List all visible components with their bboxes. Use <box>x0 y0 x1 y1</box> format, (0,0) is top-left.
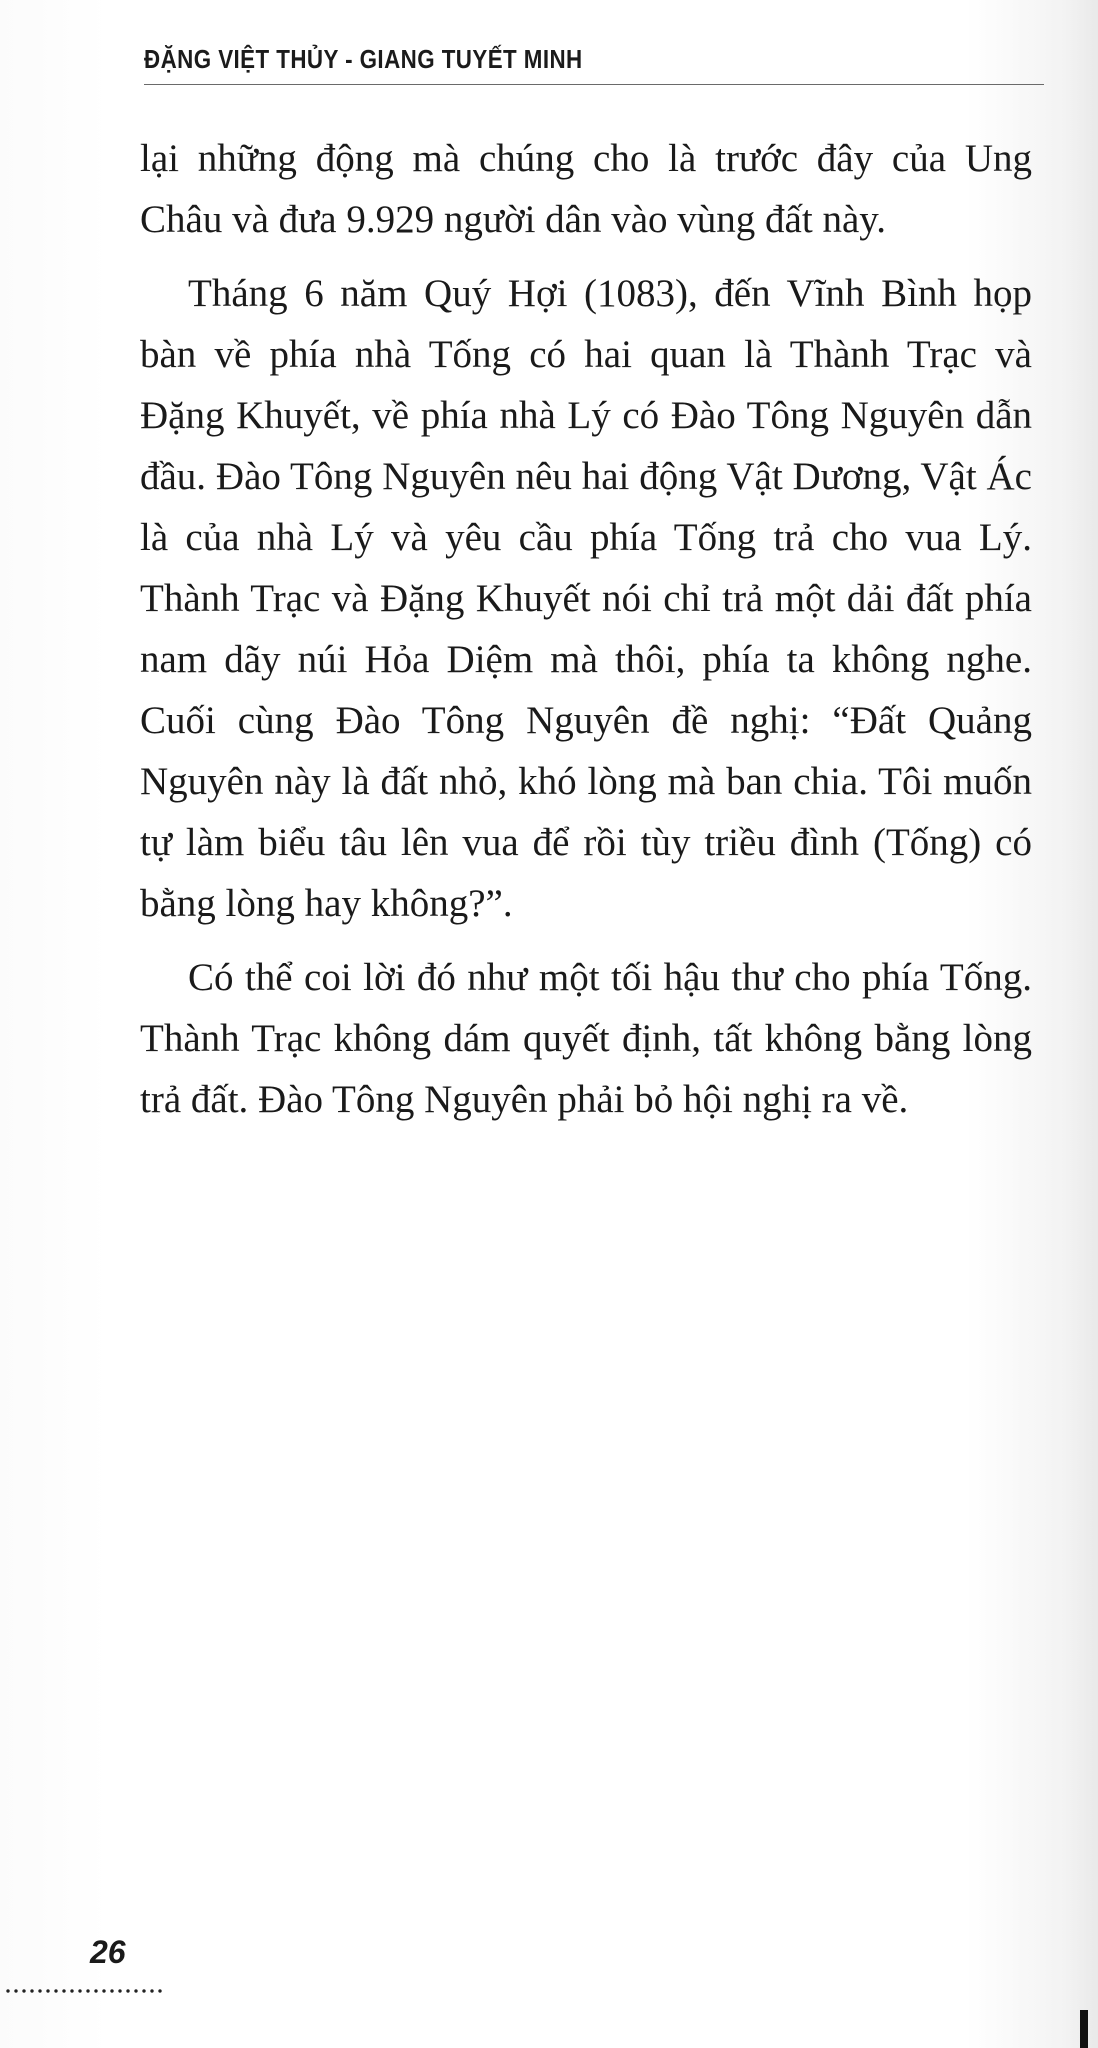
running-header: ĐẶNG VIỆT THỦY - GIANG TUYẾT MINH <box>144 44 583 74</box>
folio-dotted-rule <box>4 1988 164 1994</box>
page-number: 26 <box>90 1934 126 1970</box>
paragraph-1: lại những động mà chúng cho là trước đây của Ung Châu và đưa 9.929 người dân vào vùng đất này. <box>140 137 1032 241</box>
paragraph-2: Tháng 6 năm Quý Hợi (1083), đến Vĩnh Bình họp bàn về phía nhà Tống có hai quan là Thành Trạc và Đặng Khuyết, về phía nhà Lý có Đào Tông Nguyên dẫn đầu. Đào Tông Nguyên nêu hai động Vật Dương, Vật Ác là của nhà Lý và yêu cầu phía Tống trả cho vua Lý. Thành Trạc và Đặng Khuyết nói chỉ trả một dải đất phía nam dãy núi Hỏa Diệm mà thôi, phía ta không nghe. Cuối cùng Đào Tông Nguyên đề nghị: “Đất Quảng Nguyên này là đất nhỏ, khó lòng mà ban chia. Tôi muốn tự làm biểu tâu lên vua để rồi tùy triều đình (Tống) có bằng lòng hay không?”. <box>140 272 1032 925</box>
paragraph-3: Có thể coi lời đó như một tối hậu thư cho phía Tống. Thành Trạc không dám quyết định, tất không bằng lòng trả đất. Đào Tông Nguyên phải bỏ hội nghị ra về. <box>140 956 1032 1121</box>
body-text <box>140 128 1032 1143</box>
page-edge-mark <box>1080 2010 1088 2048</box>
header-rule <box>144 84 1044 85</box>
